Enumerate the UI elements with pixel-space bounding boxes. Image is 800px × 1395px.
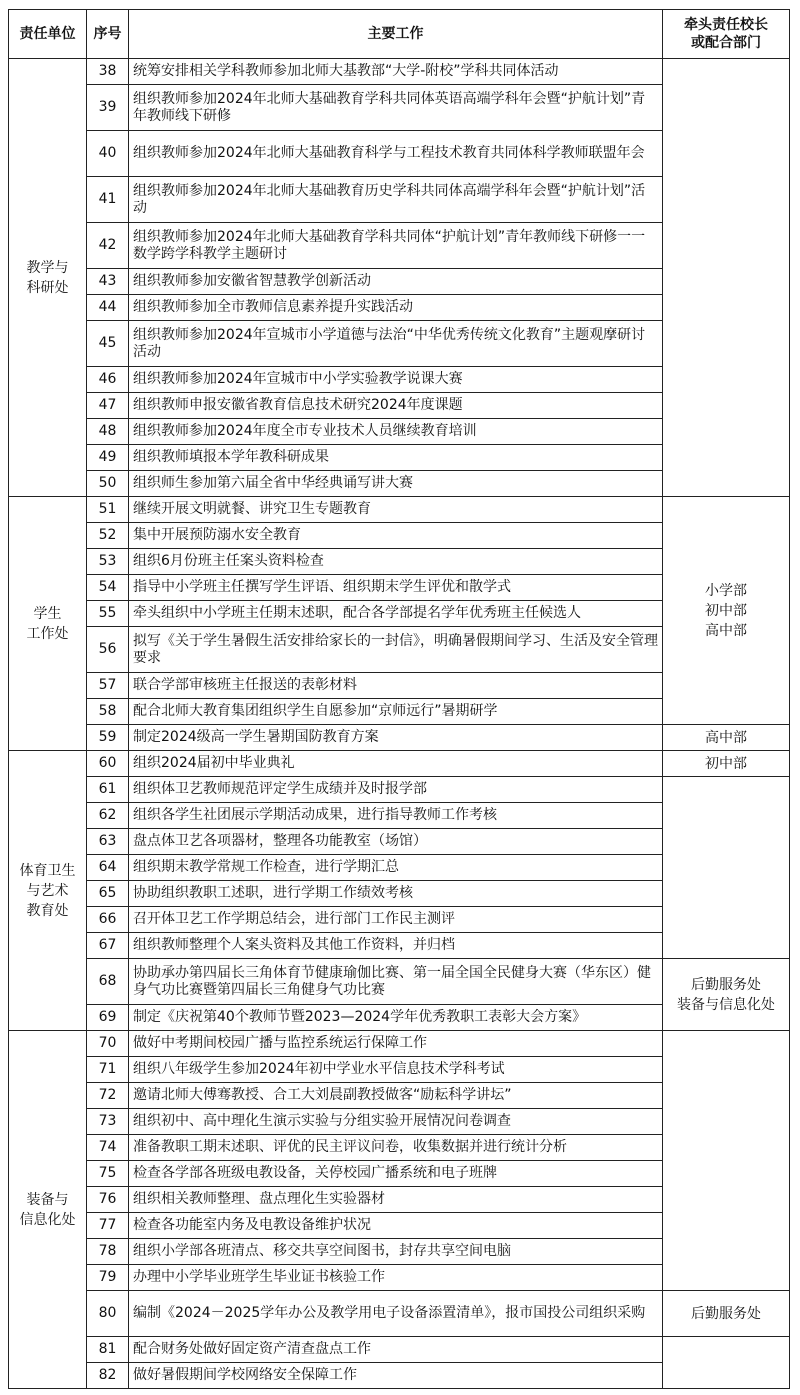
table-row [9,777,790,803]
row-number: 41 [87,177,129,223]
lead-name-line: 后勤服务处 [691,976,761,993]
work-item: 组织2024届初中毕业典礼 [129,751,663,777]
header-dept: 责任单位 [9,10,87,59]
header-work: 主要工作 [129,10,663,59]
row-number: 52 [87,523,129,549]
row-number: 64 [87,855,129,881]
work-item: 配合北师大教育集团组织学生自愿参加“京师远行”暑期研学 [129,699,663,725]
dept-cell [9,497,87,751]
dept-name-line: 科研处 [26,279,69,296]
table-row [9,1337,790,1363]
row-number: 60 [87,751,129,777]
lead-cell [663,59,790,497]
dept-name-line: 工作处 [26,625,69,642]
header-row [9,10,790,59]
row-number: 44 [87,295,129,321]
work-item: 组织6月份班主任案头资料检查 [129,549,663,575]
work-item: 组织教师整理个人案头资料及其他工作资料，并归档 [129,933,663,959]
work-item: 组织八年级学生参加2024年初中学业水平信息技术学科考试 [129,1057,663,1083]
work-item: 召开体卫艺工作学期总结会，进行部门工作民主测评 [129,907,663,933]
header-num: 序号 [87,10,129,59]
work-item: 配合财务处做好固定资产清查盘点工作 [129,1337,663,1363]
work-item: 继续开展文明就餐、讲究卫生专题教育 [129,497,663,523]
work-item: 制定《庆祝第40个教师节暨2023—2024学年优秀教职工表彰大会方案》 [129,1005,663,1031]
table-row [9,1291,790,1337]
row-number: 46 [87,367,129,393]
dept-name-line: 学生 [33,605,62,622]
work-item: 组织教师申报安徽省教育信息技术研究2024年度课题 [129,393,663,419]
row-number: 67 [87,933,129,959]
row-number: 56 [87,627,129,673]
row-number: 69 [87,1005,129,1031]
work-item: 联合学部审核班主任报送的表彰材料 [129,673,663,699]
dept-name-line: 与艺术 [26,882,69,899]
work-item: 组织教师参加2024年宣城市小学道德与法治“中华优秀传统文化教育”主题观摩研讨活动 [129,321,663,367]
lead-cell [663,1031,790,1291]
row-number: 50 [87,471,129,497]
row-number: 57 [87,673,129,699]
row-number: 78 [87,1239,129,1265]
row-number: 75 [87,1161,129,1187]
lead-name-line: 初中部 [705,755,747,772]
lead-cell [663,959,790,1031]
table-body [9,59,790,1389]
work-item: 办理中小学毕业班学生毕业证书核验工作 [129,1265,663,1291]
row-number: 48 [87,419,129,445]
row-number: 66 [87,907,129,933]
dept-name-line: 教育处 [26,902,69,919]
lead-name-line: 初中部 [705,602,747,619]
row-number: 80 [87,1291,129,1337]
row-number: 73 [87,1109,129,1135]
row-number: 39 [87,85,129,131]
work-item: 做好中考期间校园广播与监控系统运行保障工作 [129,1031,663,1057]
work-item: 拟写《关于学生暑假生活安排给家长的一封信》，明确暑假期间学习、生活及安全管理要求 [129,627,663,673]
row-number: 55 [87,601,129,627]
lead-cell [663,777,790,959]
work-item: 编制《2024－2025学年办公及教学用电子设备添置清单》，报市国投公司组织采购 [129,1291,663,1337]
dept-cell [9,751,87,1031]
work-item: 组织相关教师整理、盘点理化生实验器材 [129,1187,663,1213]
dept-name-line: 信息化处 [19,1211,76,1228]
row-number: 63 [87,829,129,855]
row-number: 59 [87,725,129,751]
table-row [9,959,790,1005]
row-number: 76 [87,1187,129,1213]
row-number: 49 [87,445,129,471]
work-item: 盘点体卫艺各项器材，整理各功能教室（场馆） [129,829,663,855]
work-item: 组织教师参加2024年北师大基础教育学科共同体英语高端学科年会暨“护航计划”青年教师线下研修 [129,85,663,131]
table-row [9,497,790,523]
work-item: 组织教师填报本学年教科研成果 [129,445,663,471]
work-item: 组织初中、高中理化生演示实验与分组实验开展情况问卷调查 [129,1109,663,1135]
dept-cell [9,59,87,497]
work-item: 组织教师参加安徽省智慧教学创新活动 [129,269,663,295]
lead-name-line: 后勤服务处 [691,1305,761,1322]
lead-cell [663,725,790,751]
work-item: 组织小学部各班清点、移交共享空间图书，封存共享空间电脑 [129,1239,663,1265]
work-item: 邀请北师大傅骞教授、合工大刘晨副教授做客“励耘科学讲坛” [129,1083,663,1109]
row-number: 62 [87,803,129,829]
row-number: 65 [87,881,129,907]
row-number: 58 [87,699,129,725]
row-number: 82 [87,1363,129,1389]
work-item: 组织教师参加全市教师信息素养提升实践活动 [129,295,663,321]
work-plan-table [8,9,790,1389]
lead-name-line: 高中部 [705,729,747,746]
work-item: 协助承办第四届长三角体育节健康瑜伽比赛、第一届全国全民健身大赛（华东区）健身气功比赛暨第四届长三角健身气功比赛 [129,959,663,1005]
work-item: 制定2024级高一学生暑期国防教育方案 [129,725,663,751]
work-item: 检查各功能室内务及电教设备维护状况 [129,1213,663,1239]
row-number: 71 [87,1057,129,1083]
work-item: 组织教师参加2024年度全市专业技术人员继续教育培训 [129,419,663,445]
work-item: 组织期末教学常规工作检查，进行学期汇总 [129,855,663,881]
lead-cell [663,1291,790,1337]
work-item: 组织体卫艺教师规范评定学生成绩并及时报学部 [129,777,663,803]
row-number: 47 [87,393,129,419]
work-item: 统筹安排相关学科教师参加北师大基教部“大学-附校”学科共同体活动 [129,59,663,85]
row-number: 70 [87,1031,129,1057]
dept-name-line: 体育卫生 [19,862,76,879]
dept-cell [9,1031,87,1389]
lead-cell [663,497,790,725]
row-number: 68 [87,959,129,1005]
row-number: 42 [87,223,129,269]
row-number: 51 [87,497,129,523]
row-number: 45 [87,321,129,367]
dept-name-line: 装备与 [26,1191,69,1208]
work-item: 协助组织教职工述职，进行学期工作绩效考核 [129,881,663,907]
header-lead-line1: 牵头责任校长 [684,17,768,33]
work-item: 指导中小学班主任撰写学生评语、组织期末学生评优和散学式 [129,575,663,601]
row-number: 72 [87,1083,129,1109]
row-number: 43 [87,269,129,295]
row-number: 79 [87,1265,129,1291]
header-lead [663,10,790,59]
row-number: 61 [87,777,129,803]
work-item: 准备教职工期末述职、评优的民主评议问卷，收集数据并进行统计分析 [129,1135,663,1161]
work-item: 组织师生参加第六届全省中华经典诵写讲大赛 [129,471,663,497]
table-row [9,59,790,85]
work-item: 检查各学部各班级电教设备，关停校园广播系统和电子班牌 [129,1161,663,1187]
lead-name-line: 装备与信息化处 [677,996,775,1013]
lead-name-line: 小学部 [705,582,747,599]
work-item: 集中开展预防溺水安全教育 [129,523,663,549]
table-row [9,1031,790,1057]
row-number: 38 [87,59,129,85]
work-item: 做好暑假期间学校网络安全保障工作 [129,1363,663,1389]
table-row [9,751,790,777]
table-row [9,725,790,751]
row-number: 40 [87,131,129,177]
lead-cell [663,751,790,777]
dept-name-line: 教学与 [26,259,69,276]
row-number: 74 [87,1135,129,1161]
work-item: 组织教师参加2024年北师大基础教育历史学科共同体高端学科年会暨“护航计划”活动 [129,177,663,223]
row-number: 81 [87,1337,129,1363]
row-number: 53 [87,549,129,575]
row-number: 54 [87,575,129,601]
lead-name-line: 高中部 [705,622,747,639]
header-lead-line2: 或配合部门 [691,35,761,51]
lead-cell [663,1337,790,1389]
work-item: 牵头组织中小学班主任期末述职，配合各学部提名学年优秀班主任候选人 [129,601,663,627]
work-item: 组织各学生社团展示学期活动成果，进行指导教师工作考核 [129,803,663,829]
work-item: 组织教师参加2024年北师大基础教育科学与工程技术教育共同体科学教师联盟年会 [129,131,663,177]
row-number: 77 [87,1213,129,1239]
work-item: 组织教师参加2024年北师大基础教育学科共同体“护航计划”青年教师线下研修一一数学跨学科教学主题研讨 [129,223,663,269]
work-item: 组织教师参加2024年宣城市中小学实验教学说课大赛 [129,367,663,393]
